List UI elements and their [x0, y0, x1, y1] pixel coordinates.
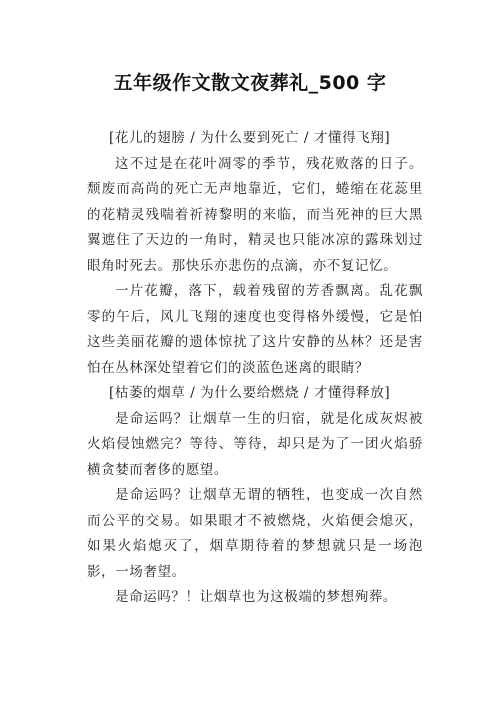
paragraph-1: 这不过是在花叶凋零的季节，残花败落的日子。颓废而高尚的死亡无声地靠近，它们，蜷缩在花蕊里的花精灵残喘着祈祷黎明的来临，而当死神的巨大黑翼遮住了天边的一角时，精灵也只能冰凉的露珠划过眼角时死去。那快乐亦悲伤的点滴，亦不复记忆。 — [87, 155, 423, 274]
paragraph-2: 一片花瓣，落下，载着残留的芳香飘离。乱花飘零的午后，风儿飞翔的速度也变得格外缓慢，它是怕这些美丽花瓣的遗体惊扰了这片安静的丛林？还是害怕在丛林深处望着它们的淡蓝色迷离的眼睛？ — [87, 283, 423, 376]
essay-body — [87, 126, 423, 611]
section-heading-2: [枯萎的烟草 / 为什么要给燃烧 / 才懂得释放] — [109, 385, 391, 401]
paragraph-5: 是命运吗？！让烟草也为这极端的梦想殉葬。 — [115, 589, 397, 605]
page-title: 五年级作文散文夜葬礼_500 字 — [113, 72, 387, 94]
section-heading-1: [花儿的翅膀 / 为什么要到死亡 / 才懂得飞翔] — [109, 130, 391, 146]
paragraph-3: 是命运吗？让烟草一生的归宿，就是化成灰烬被火焰侵蚀燃完？等待、等待，却只是为了一团火焰骄横贪婪而奢侈的愿望。 — [87, 410, 423, 478]
paragraph-4: 是命运吗？让烟草无谓的牺牲，也变成一次自然而公平的交易。如果眼才不被燃烧，火焰便会熄灭，如果火焰熄灭了，烟草期待着的梦想就只是一场泡影，一场奢望。 — [87, 487, 423, 580]
